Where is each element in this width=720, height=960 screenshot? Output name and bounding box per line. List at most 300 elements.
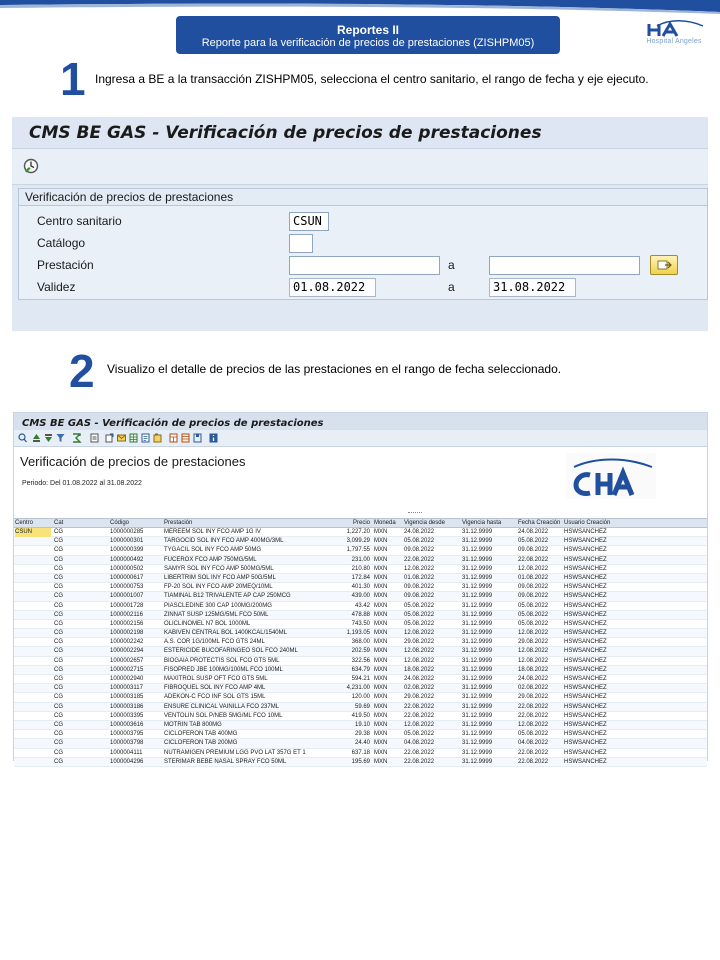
cell-vd: 12.08.2022 [404,630,435,637]
cell-codigo: 1000002242 [110,639,144,646]
cell-uc: HSWSANCHEZ [564,584,607,591]
cell-vh: 31.12.9999 [462,666,493,673]
col-header-centro[interactable]: Centro [15,520,34,526]
cell-moneda: MXN [374,574,388,581]
cell-fc: 22.08.2022 [518,712,549,719]
cell-fc: 18.08.2022 [518,666,549,673]
selection-frame [18,188,708,300]
cell-moneda: MXN [374,565,388,572]
cell-cat: CG [54,611,63,618]
cell-vh: 31.12.9999 [462,639,493,646]
information-icon[interactable] [209,433,218,443]
cell-moneda: MXN [374,685,388,692]
cell-uc: HSWSANCHEZ [564,620,607,627]
report-subtitle: Reporte para la verificación de precios de prestaciones (ZISHPM05) [201,37,535,49]
centro-sanitario-input[interactable]: CSUN [289,212,329,231]
table-row[interactable] [14,565,707,574]
change-layout-icon[interactable] [169,433,178,443]
cell-fc: 02.08.2022 [518,685,549,692]
cell-uc: HSWSANCHEZ [564,676,607,682]
cell-fc: 09.08.2022 [518,547,549,554]
table-row[interactable] [14,583,707,592]
cell-moneda: MXN [374,666,388,673]
col-header-prestacion[interactable]: Prestación [164,520,193,526]
step-1-number: 1 [60,53,86,105]
cell-vh: 31.12.9999 [462,721,493,728]
cell-moneda: MXN [374,611,388,618]
col-header-vigencia-desde[interactable]: Vigencia desde [404,520,445,526]
cell-precio: 172.84 [351,574,370,581]
sap-selection-screen [12,117,708,331]
col-header-usuario-creacion[interactable]: Usuario Creación [564,520,611,526]
cell-vd: 09.08.2022 [404,593,435,600]
cell-prestacion: TARGOCID SOL INY FCO AMP 400MG/3ML [164,538,284,545]
cell-codigo: 1000000285 [110,529,144,535]
cell-vh: 31.12.9999 [462,547,493,554]
cell-moneda: MXN [374,556,388,563]
col-header-codigo[interactable]: Código [110,520,130,526]
sap-report-screen [13,412,708,765]
filter-icon[interactable] [56,433,65,443]
cell-vd: 29.08.2022 [404,639,435,646]
table-row[interactable] [14,739,707,748]
cell-vh: 31.12.9999 [462,685,493,692]
cell-moneda: MXN [374,749,388,756]
table-row[interactable] [14,647,707,656]
cell-fc: 12.08.2022 [518,657,549,664]
cell-uc: HSWSANCHEZ [564,639,607,646]
cell-vh: 31.12.9999 [462,620,493,627]
table-row[interactable] [14,749,707,758]
cell-vd: 05.08.2022 [404,620,435,627]
cell-precio: 1,797.55 [346,547,370,554]
cell-fc: 22.08.2022 [518,749,549,756]
alv-toolbar [14,430,707,447]
cell-fc: 24.08.2022 [518,676,549,682]
cell-prestacion: A.S. COR 1G/100ML FCO GTS 24ML [164,639,265,646]
cell-vd: 05.08.2022 [404,538,435,545]
table-body [14,528,707,767]
cell-prestacion: CICLOFERON TAB 200MG [164,740,238,747]
cell-cat: CG [54,630,63,637]
validez-from-input[interactable]: 01.08.2022 [289,278,376,297]
report-header-area [14,447,707,509]
cell-prestacion: LIBERTRIM SOL INY FCO AMP 50G/5ML [164,574,276,581]
prestacion-label: Prestación [37,258,94,272]
cell-prestacion: FP-20 SOL INY FCO AMP 20MEQ/10ML [164,584,273,591]
cell-vd: 22.08.2022 [404,712,435,719]
save-layout-icon[interactable] [193,433,202,443]
cell-moneda: MXN [374,721,388,728]
cell-precio: 3,099.29 [346,538,370,545]
cell-uc: HSWSANCHEZ [564,666,607,673]
cell-cat: CG [54,740,63,747]
cell-vh: 31.12.9999 [462,648,493,655]
cell-moneda: MXN [374,758,388,765]
col-header-moneda[interactable]: Moneda [374,520,396,526]
cell-vh: 31.12.9999 [462,602,493,609]
cell-codigo: 1000003616 [110,721,144,728]
centro-sanitario-label: Centro sanitario [37,214,122,228]
cell-fc: 05.08.2022 [518,611,549,618]
cell-fc: 29.08.2022 [518,639,549,646]
cell-moneda: MXN [374,676,388,682]
cell-prestacion: KABIVEN CENTRAL BOL 1400KCAL/1540ML [164,630,287,637]
cell-codigo: 1000002657 [110,657,144,664]
cell-moneda: MXN [374,694,388,701]
cell-uc: HSWSANCHEZ [564,758,607,765]
cell-precio: 439.00 [351,593,370,600]
cell-vh: 31.12.9999 [462,529,493,535]
mail-icon[interactable] [117,433,126,443]
cell-centro: CSUN [15,528,51,537]
cell-prestacion: NUTRAMIGEN PREMIUM LGG PVO LAT 357G ET 1 [164,749,306,756]
cell-uc: HSWSANCHEZ [564,657,607,664]
cell-moneda: MXN [374,639,388,646]
cell-codigo: 1000000753 [110,584,144,591]
cell-prestacion: TYGACIL SOL INY FCO AMP 50MG [164,547,262,554]
table-row[interactable] [14,693,707,702]
cell-fc: 05.08.2022 [518,602,549,609]
cell-fc: 22.08.2022 [518,758,549,765]
table-row[interactable] [14,721,707,730]
sap-title-bar [12,117,708,149]
cell-cat: CG [54,703,63,710]
cell-vh: 31.12.9999 [462,593,493,600]
cell-cat: CG [54,565,63,572]
cell-vd: 22.08.2022 [404,556,435,563]
total-icon[interactable] [72,433,81,443]
cell-codigo: 1000002198 [110,630,144,637]
cell-codigo: 1000000399 [110,547,144,554]
table-row[interactable] [14,684,707,693]
cell-vd: 02.08.2022 [404,685,435,692]
report-period: Periodo: Del 01.08.2022 al 31.08.2022 [22,480,142,487]
cell-vh: 31.12.9999 [462,740,493,747]
cell-precio: 743.50 [351,620,370,627]
cell-fc: 01.08.2022 [518,574,549,581]
local-file-icon[interactable] [153,433,162,443]
cell-moneda: MXN [374,602,388,609]
table-row[interactable] [14,611,707,620]
cell-fc: 05.08.2022 [518,538,549,545]
cell-precio: 634.79 [351,666,370,673]
cell-precio: 1,193.05 [346,630,370,637]
cell-precio: 195.69 [351,758,370,765]
cell-cat: CG [54,547,63,554]
cell-precio: 1,227.20 [346,529,370,535]
cell-prestacion: MEREEM SOL INY FCO AMP 1G IV [164,529,261,535]
cell-fc: 05.08.2022 [518,731,549,738]
cell-codigo: 1000000617 [110,574,144,581]
cell-cat: CG [54,721,63,728]
step-2-number: 2 [69,345,95,397]
cell-vh: 31.12.9999 [462,657,493,664]
sap-application-toolbar [12,149,708,185]
cell-precio: 59.69 [354,703,370,710]
step-2-text: Visualizo el detalle de precios de las prestaciones en el rango de fecha seleccionado. [107,362,562,376]
cell-codigo: 1000003798 [110,740,144,747]
cell-prestacion: MOTRIN TAB 800MG [164,721,222,728]
cell-moneda: MXN [374,630,388,637]
sap-screen-title: CMS BE GAS - Verificación de precios de prestaciones [29,123,542,143]
cell-vh: 31.12.9999 [462,556,493,563]
word-processing-icon[interactable] [141,433,150,443]
cell-fc: 24.08.2022 [518,529,549,535]
cell-moneda: MXN [374,712,388,719]
cell-precio: 401.30 [351,584,370,591]
cell-cat: CG [54,694,63,701]
cell-vd: 24.08.2022 [404,676,435,682]
ha-logo-icon [643,20,705,38]
report-header [176,16,560,54]
report-screen-title: CMS BE GAS - Verificación de precios de prestaciones [22,418,324,429]
cell-vh: 31.12.9999 [462,611,493,618]
row-prestacion [19,255,707,276]
print-preview-icon[interactable] [90,433,99,443]
cell-precio: 478.88 [351,611,370,618]
cell-fc: 29.08.2022 [518,694,549,701]
table-row[interactable] [14,592,707,601]
table-row[interactable] [14,675,707,684]
cell-moneda: MXN [374,538,388,545]
cell-uc: HSWSANCHEZ [564,538,607,545]
cell-uc: HSWSANCHEZ [564,712,607,719]
cell-cat: CG [54,556,63,563]
table-row[interactable] [14,666,707,675]
table-header [14,519,707,528]
cell-fc: 12.08.2022 [518,648,549,655]
cell-cat: CG [54,666,63,673]
cell-vh: 31.12.9999 [462,749,493,756]
header-splitter[interactable] [14,509,707,519]
cell-prestacion: ESTERICIDE BUCOFARINGEO SOL FCO 240ML [164,648,298,655]
step-1-text: Ingresa a BE a la transacción ZISHPM05, selecciona el centro sanitario, el rango de fecha y eje ejecuto. [95,72,649,86]
cell-prestacion: FIBROQUEL SOL INY FCO AMP 4ML [164,685,266,692]
row-validez [19,277,707,298]
cell-precio: 210.80 [351,565,370,572]
cell-precio: 24.40 [354,740,370,747]
details-icon[interactable] [18,433,27,443]
cell-uc: HSWSANCHEZ [564,685,607,692]
cell-moneda: MXN [374,648,388,655]
cell-precio: 231.00 [351,556,370,563]
cell-codigo: 1000003795 [110,731,144,738]
cell-codigo: 1000003117 [110,685,143,692]
cell-uc: HSWSANCHEZ [564,740,607,747]
cell-precio: 637.18 [351,749,370,756]
cell-codigo: 1000002715 [110,666,144,673]
select-layout-icon[interactable] [181,433,190,443]
validez-to-label: a [448,280,455,294]
validez-to-input[interactable]: 31.08.2022 [489,278,576,297]
col-header-vigencia-hasta[interactable]: Vigencia hasta [462,520,502,526]
cell-prestacion: OLICLINOMEL N7 BOL 1000ML [164,620,251,627]
sort-ascending-icon[interactable] [32,433,41,443]
cell-uc: HSWSANCHEZ [564,731,607,738]
cell-vd: 09.08.2022 [404,547,435,554]
cell-prestacion: MAXITROL SUSP OFT FCO GTS 5ML [164,676,268,682]
cell-codigo: 1000004296 [110,758,144,765]
cell-moneda: MXN [374,703,388,710]
cell-codigo: 1000002156 [110,620,144,627]
hospital-angeles-logo [640,20,708,50]
cell-prestacion: TIAMINAL B12 TRIVALENTE AP CAP 250MCG [164,593,291,600]
header-swoosh [0,0,720,16]
cell-prestacion: CICLOFERON TAB 400MG [164,731,238,738]
cell-vd: 29.08.2022 [404,694,435,701]
cell-moneda: MXN [374,593,388,600]
cell-prestacion: STERIMAR BEBE NASAL SPRAY FCO 50ML [164,758,287,765]
multiple-selection-button[interactable] [650,255,678,275]
cell-prestacion: PIASCLEDINE 300 CAP 100MG/200MG [164,602,272,609]
table-row[interactable] [14,556,707,565]
report-title: Reportes II [336,23,399,37]
catalogo-input[interactable] [289,234,313,253]
multiple-selection-arrow-icon [651,256,677,274]
col-header-fecha-creacion[interactable]: Fecha Creación [518,520,561,526]
cell-vh: 31.12.9999 [462,676,493,682]
table-row[interactable] [14,602,707,611]
cell-precio: 368.00 [351,639,370,646]
cell-cat: CG [54,731,63,738]
cell-vh: 31.12.9999 [462,565,493,572]
table-row[interactable] [14,758,707,767]
cell-fc: 22.08.2022 [518,556,549,563]
cell-vd: 12.08.2022 [404,657,435,664]
cell-vh: 31.12.9999 [462,694,493,701]
cell-uc: HSWSANCHEZ [564,611,607,618]
table-row[interactable] [14,730,707,739]
cell-cat: CG [54,529,63,535]
cell-codigo: 1000002940 [110,676,144,682]
cell-codigo: 1000001728 [110,602,144,609]
table-row[interactable] [14,620,707,629]
col-header-cat[interactable]: Cat [54,520,64,526]
cell-moneda: MXN [374,620,388,627]
table-row[interactable] [14,657,707,666]
cell-vh: 31.12.9999 [462,538,493,545]
cell-vd: 22.08.2022 [404,703,435,710]
cell-codigo: 1000002116 [110,611,143,618]
table-row[interactable] [14,703,707,712]
cell-fc: 12.08.2022 [518,721,549,728]
cell-cat: CG [54,712,63,719]
cell-cat: CG [54,602,63,609]
cell-cat: CG [54,657,63,664]
cell-uc: HSWSANCHEZ [564,694,607,701]
sort-descending-icon[interactable] [44,433,53,443]
cell-codigo: 1000001007 [110,593,144,600]
cell-codigo: 1000002294 [110,648,144,655]
row-catalogo [19,233,707,254]
cell-precio: 120.00 [351,694,370,701]
cell-fc: 12.08.2022 [518,565,549,572]
cell-vd: 12.08.2022 [404,721,435,728]
logo-text: Hospital Angeles [646,38,702,45]
cell-uc: HSWSANCHEZ [564,556,607,563]
cell-fc: 09.08.2022 [518,593,549,600]
cell-fc: 05.08.2022 [518,620,549,627]
table-row[interactable] [14,629,707,638]
cell-uc: HSWSANCHEZ [564,749,607,756]
cell-fc: 09.08.2022 [518,584,549,591]
cell-prestacion: ZINNAT SUSP 125MG/5ML FCO 50ML [164,611,269,618]
table-row[interactable] [14,537,707,546]
validez-label: Validez [37,280,76,294]
cell-vd: 12.08.2022 [404,648,435,655]
cell-uc: HSWSANCHEZ [564,630,607,637]
cell-precio: 29.38 [354,731,370,738]
cell-moneda: MXN [374,657,388,664]
cell-cat: CG [54,685,63,692]
cell-vh: 31.12.9999 [462,731,493,738]
table-row[interactable] [14,712,707,721]
cell-vh: 31.12.9999 [462,712,493,719]
cell-fc: 22.08.2022 [518,703,549,710]
spreadsheet-icon[interactable] [129,433,138,443]
cell-cat: CG [54,593,63,600]
cell-precio: 419.50 [351,712,370,719]
row-centro-sanitario [19,211,707,232]
cell-cat: CG [54,639,63,646]
col-header-precio[interactable]: Precio [352,520,370,526]
cell-codigo: 1000003185 [110,694,144,701]
cell-moneda: MXN [374,740,388,747]
cell-precio: 594.21 [351,676,370,682]
cell-codigo: 1000000502 [110,565,144,572]
prestacion-to-input[interactable] [489,256,640,275]
cell-vd: 24.08.2022 [404,529,435,535]
execute-clock-icon[interactable] [22,157,40,175]
cell-prestacion: ADEKON-C FCO INF SOL GTS 15ML [164,694,266,701]
cell-precio: 322.56 [351,657,370,664]
cell-vd: 22.08.2022 [404,758,435,765]
cell-vd: 05.08.2022 [404,731,435,738]
table-row[interactable] [14,546,707,555]
cell-fc: 12.08.2022 [518,630,549,637]
table-row[interactable] [14,638,707,647]
selection-frame-title: Verificación de precios de prestaciones [19,189,707,206]
cell-prestacion: BIOGAIA PROTECTIS SOL FCO GTS 5ML [164,657,280,664]
cell-uc: HSWSANCHEZ [564,565,607,572]
table-row[interactable] [14,574,707,583]
cell-codigo: 1000000492 [110,556,144,563]
cell-vd: 12.08.2022 [404,565,435,572]
cell-uc: HSWSANCHEZ [564,648,607,655]
table-row[interactable] [14,528,707,537]
report-title-bar [14,413,707,430]
cell-vd: 05.08.2022 [404,611,435,618]
prestacion-from-input[interactable] [289,256,440,275]
cell-prestacion: ENSURE CLINICAL VAINILLA FCO 237ML [164,703,280,710]
cell-cat: CG [54,648,63,655]
cell-codigo: 1000000301 [110,538,144,545]
splitter-grip-icon [408,512,422,514]
cell-cat: CG [54,758,63,765]
cell-cat: CG [54,574,63,581]
cell-fc: 04.08.2022 [518,740,549,747]
cell-precio: 202.59 [351,648,370,655]
cell-vd: 04.08.2022 [404,740,435,747]
export-icon[interactable] [105,433,114,443]
cell-moneda: MXN [374,731,388,738]
cell-vd: 22.08.2022 [404,749,435,756]
cha-logo-icon [566,453,656,499]
prestacion-to-label: a [448,258,455,272]
cell-cat: CG [54,538,63,545]
cell-codigo: 1000003395 [110,712,144,719]
